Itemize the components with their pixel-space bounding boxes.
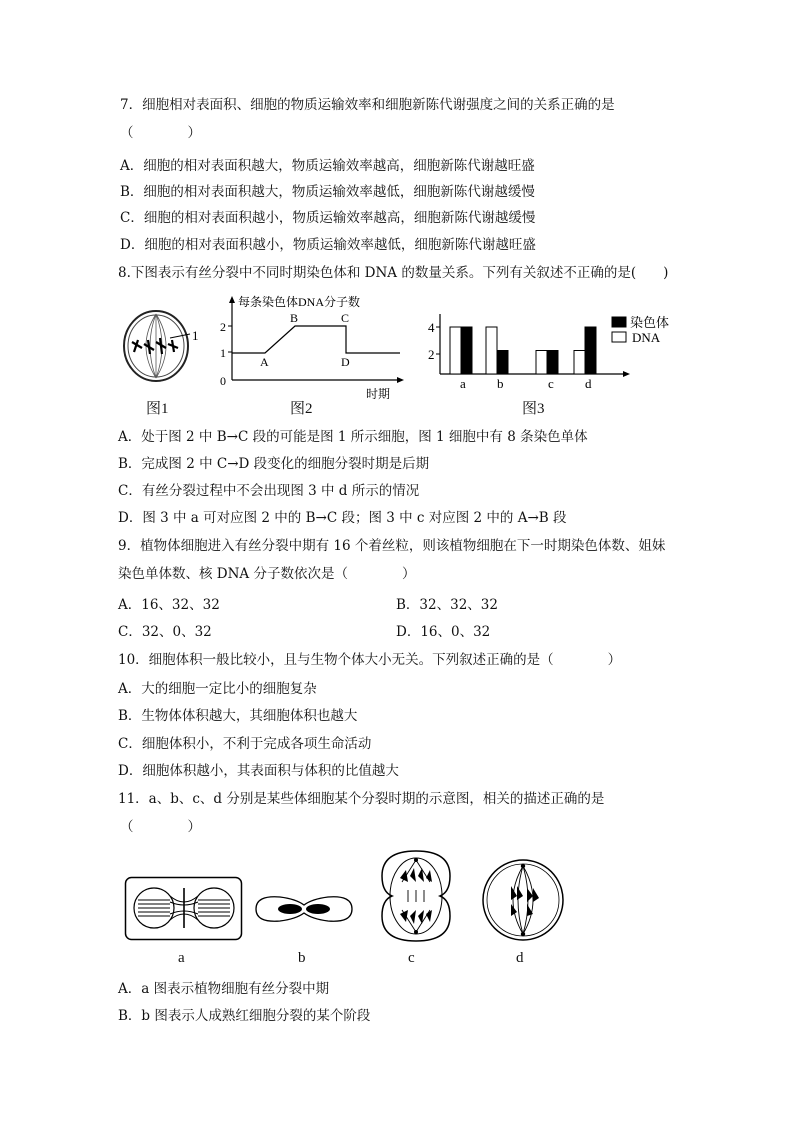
fig2-x-axis-arrow	[397, 377, 404, 383]
fig3-bar-dna-c	[536, 351, 547, 375]
fig2-ytick-2: 2	[220, 320, 226, 334]
q9-stem-line2: 染色单体数、核 DNA 分子数依次是（ ）	[118, 566, 416, 582]
fig3-ytick-2: 2	[428, 347, 435, 362]
fig3-cat-b: b	[497, 376, 504, 391]
q11-option-a: A．a 图表示植物细胞有丝分裂中期	[118, 981, 330, 997]
q11-figure-c-animal-cell	[378, 848, 454, 944]
q9-option-a: A．16、32、32	[118, 597, 220, 613]
q11-figure-d-animal-cell	[481, 856, 565, 944]
fig2-xlabel: 时期	[366, 387, 391, 401]
q8-option-b: B．完成图 2 中 C→D 段变化的细胞分裂时期是后期	[118, 456, 430, 472]
fig3-legend-dna-swatch	[612, 332, 626, 342]
fig1-cell-diagram	[118, 308, 208, 388]
q9-option-c: C．32、0、32	[118, 624, 212, 640]
q11-figure-b-cell	[252, 893, 356, 925]
fig3-legend-chromosome: 染色体	[630, 315, 670, 330]
q8-option-d: D．图 3 中 a 可对应图 2 中的 B→C 段；图 3 中 c 对应图 2 中的 A→B 段	[118, 510, 567, 526]
q8-option-c: C．有丝分裂过程中不会出现图 3 中 d 所示的情况	[118, 483, 420, 499]
fig3-bar-dna-b	[486, 327, 497, 374]
q10-stem: 10．细胞体积一般比较小，且与生物个体大小无关。下列叙述正确的是（ ）	[118, 652, 622, 668]
q10-option-c: C．细胞体积小，不利于完成各项生命活动	[118, 736, 372, 752]
q10-option-d: D．细胞体积越小，其表面积与体积的比值越大	[118, 763, 399, 779]
fig2-y-axis-arrow	[229, 296, 235, 303]
fig3-bar-chromosome-d	[585, 327, 596, 374]
fig1-caption: 图1	[146, 401, 169, 417]
q7-option-a: A．细胞的相对表面积越大，物质运输效率越高，细胞新陈代谢越旺盛	[120, 158, 535, 174]
fig2-point-b: B	[290, 311, 299, 325]
fig2-caption: 图2	[290, 401, 313, 417]
fig2-point-a: A	[260, 355, 269, 369]
q11-answer-blank: （ ）	[120, 819, 201, 835]
fig3-bar-dna-a	[450, 327, 461, 374]
fig3-cat-c: c	[548, 376, 554, 391]
q10-option-b: B．生物体体积越大，其细胞体积也越大	[118, 708, 358, 724]
fig3-bar-chromosome-c	[547, 351, 558, 375]
q7-stem: 7．细胞相对表面积、细胞的物质运输效率和细胞新陈代谢强度之间的关系正确的是	[120, 97, 615, 113]
fig3-legend-dna: DNA	[632, 330, 661, 345]
q11-label-a: a	[178, 950, 185, 966]
fig3-caption: 图3	[522, 401, 545, 417]
q11-label-d: d	[516, 950, 524, 966]
q9-option-b: B．32、32、32	[396, 597, 498, 613]
fig2-ytick-1: 1	[220, 346, 226, 360]
fig3-cat-d: d	[585, 376, 592, 391]
q9-option-d: D．16、0、32	[396, 624, 491, 640]
q7-option-b: B．细胞的相对表面积越大，物质运输效率越低，细胞新陈代谢越缓慢	[120, 184, 535, 200]
q11-label-c: c	[408, 950, 415, 966]
fig3-x-axis-arrow	[623, 371, 630, 377]
fig2-ylabel: 每条染色体DNA分子数	[238, 295, 360, 309]
fig2-point-c: C	[341, 311, 350, 325]
fig3-bar-dna-d	[574, 351, 585, 375]
fig2-series-line	[232, 326, 400, 353]
q11-option-b: B．b 图表示人成熟红细胞分裂的某个阶段	[118, 1008, 371, 1024]
q9-stem-line1: 9．植物体细胞进入有丝分裂中期有 16 个着丝粒，则该植物细胞在下一时期染色体数、姐妹	[118, 538, 666, 554]
fig3-legend-chromosome-swatch	[612, 317, 626, 327]
q11-figure-a-plant-cell	[124, 876, 244, 942]
fig3-bar-chromosome-a	[461, 327, 472, 374]
fig3-cat-a: a	[460, 376, 466, 391]
q11-stem: 11．a、b、c、d 分别是某些体细胞某个分裂时期的示意图，相关的描述正确的是	[118, 791, 605, 807]
q7-option-c: C．细胞的相对表面积越小，物质运输效率越高，细胞新陈代谢越缓慢	[120, 210, 536, 226]
q7-option-d: D．细胞的相对表面积越小，物质运输效率越低，细胞新陈代谢越旺盛	[120, 237, 536, 253]
fig2-ytick-0: 0	[220, 374, 226, 388]
fig3-bar-chromosome-b	[497, 351, 508, 375]
fig3-bar-chart	[420, 308, 710, 393]
q8-option-a: A．处于图 2 中 B→C 段的可能是图 1 所示细胞，图 1 细胞中有 8 条染色单体	[118, 429, 588, 445]
fig2-point-d: D	[341, 355, 350, 369]
fig3-ytick-4: 4	[428, 320, 435, 335]
q10-option-a: A．大的细胞一定比小的细胞复杂	[118, 681, 317, 697]
q11-label-b: b	[298, 950, 306, 966]
q8-stem: 8.下图表示有丝分裂中不同时期染色体和 DNA 的数量关系。下列有关叙述不正确的是( )	[118, 265, 669, 281]
fig2-line-chart	[210, 292, 410, 402]
q7-answer-blank: （ ）	[120, 125, 201, 141]
fig1-label-1: 1	[192, 328, 199, 343]
